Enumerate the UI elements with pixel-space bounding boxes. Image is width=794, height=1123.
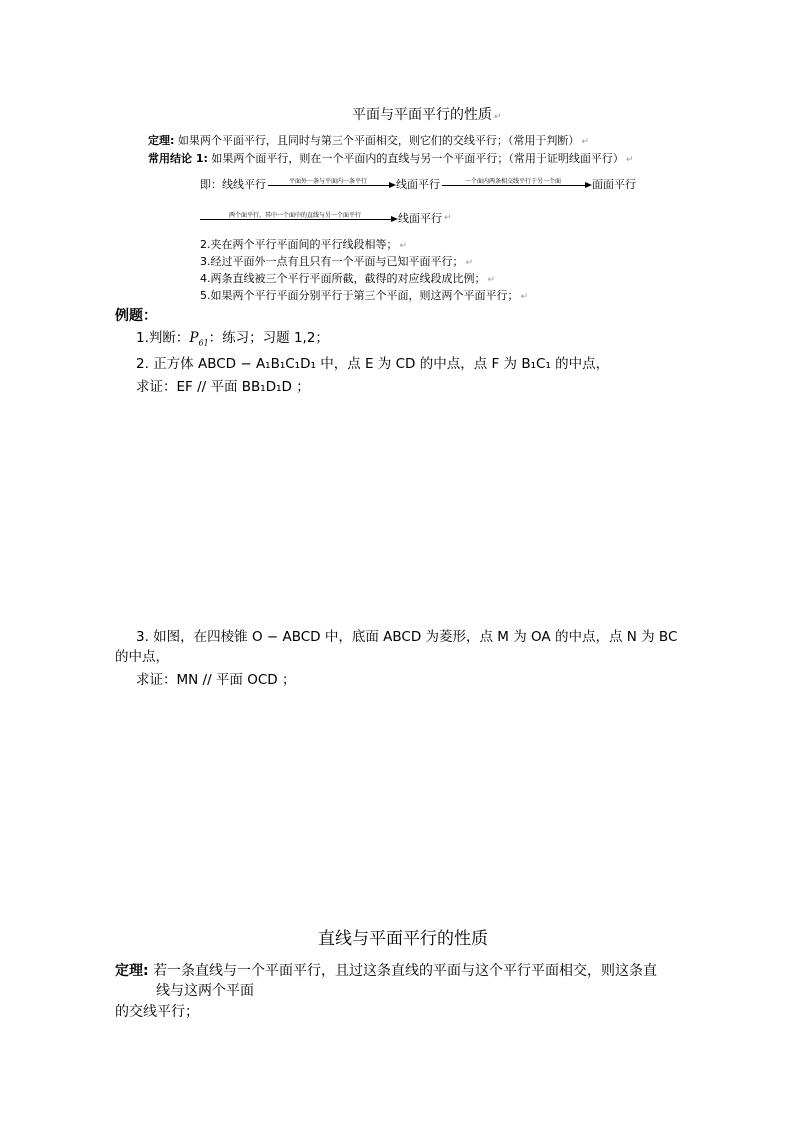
- paragraph-mark: ↵: [625, 155, 634, 165]
- arrow-head-icon: [391, 216, 398, 222]
- arrow-head-icon: [389, 182, 396, 188]
- flow1-prefix: 即：线线平行: [200, 178, 266, 191]
- examples-heading: 例题：: [115, 308, 157, 324]
- example-2: 2. 正方体 ABCD − A₁B₁C₁D₁ 中，点 E 为 CD 的中点，点 F 为 B₁C₁ 的中点，: [136, 356, 610, 372]
- section1-title: [352, 104, 502, 124]
- flow2-end: 线面平行: [398, 212, 442, 225]
- arrow-head-icon: [585, 182, 592, 188]
- property-item-2: [200, 236, 407, 252]
- example-2-prove: 求证：EF // 平面 BB₁D₁D ；: [136, 379, 310, 395]
- arrow1-label: 平面外一条与平面内一条平行: [288, 178, 367, 185]
- paragraph-mark: ↵: [465, 258, 474, 268]
- implication-arrow-2: [442, 178, 592, 190]
- paragraph-mark: ↵: [444, 213, 452, 223]
- example-3-prove: 求证：MN // 平面 OCD ；: [136, 672, 296, 688]
- implication-arrow-3: [200, 212, 398, 224]
- example-1: [136, 326, 329, 348]
- flow1-mid: 线面平行: [396, 178, 440, 191]
- property-text: 4.两条直线被三个平行平面所截，截得的对应线段成比例；: [200, 272, 486, 285]
- section2-theorem-text: 若一条直线与一个平面平行，且过这条直线的平面与这个平行平面相交，则这条直: [153, 963, 658, 979]
- property-item-4: [200, 270, 495, 286]
- page-ref: P: [189, 330, 199, 346]
- property-text: 3.经过平面外一点有且只有一个平面与已知平面平行；: [200, 255, 464, 268]
- implication-flow-1: [200, 176, 636, 192]
- arrow3-label: 两个面平行，其中一个面中的直线与另一个面平行: [228, 212, 361, 219]
- theorem-text: 如果两个平面平行，且同时与第三个平面相交，则它们的交线平行；（常用于判断）: [177, 134, 580, 147]
- property-text: 2.夹在两个平行平面间的平行线段相等；: [200, 238, 398, 251]
- section2-theorem-end: 的交线平行；: [115, 1004, 199, 1020]
- paragraph-mark: ↵: [520, 292, 529, 302]
- section1-title-text: 平面与平面平行的性质: [352, 107, 492, 123]
- section2-theorem-cont: 线与这两个平面: [156, 983, 254, 999]
- theorem-label: 定理:: [148, 134, 175, 147]
- section2-theorem: [115, 960, 657, 980]
- example1-prefix: 1.判断：: [136, 330, 190, 346]
- example-3-cont: 的中点，: [115, 649, 169, 665]
- example1-suffix: ：练习；习题 1,2；: [208, 330, 329, 346]
- arrow-line: [268, 185, 390, 186]
- theorem-line: [148, 132, 589, 148]
- arrow-line: [442, 185, 586, 186]
- paragraph-mark: ↵: [487, 275, 496, 285]
- implication-arrow-1: [268, 178, 396, 190]
- conclusion-label: 常用结论 1:: [148, 152, 208, 165]
- paragraph-mark: ↵: [494, 112, 502, 122]
- arrow2-label: 一个面内两条相交线平行于另一个面: [464, 178, 561, 185]
- conclusion-text: 如果两个面平行，则在一个平面内的直线与另一个平面平行；（常用于证明线面平行）: [211, 152, 624, 165]
- paragraph-mark: ↵: [581, 137, 589, 147]
- paragraph-mark: ↵: [399, 241, 408, 251]
- implication-flow-2: [200, 210, 452, 226]
- section2-title: 直线与平面平行的性质: [318, 929, 488, 949]
- arrow-line: [200, 219, 392, 220]
- flow1-end: 面面平行: [592, 178, 636, 191]
- section2-theorem-label: 定理:: [115, 963, 149, 979]
- conclusion-line: [148, 150, 633, 166]
- page-ref-sub: 61: [198, 338, 209, 348]
- example-3: 3. 如图，在四棱锥 O − ABCD 中，底面 ABCD 为菱形，点 M 为 OA 的中点，点 N 为 BC: [136, 629, 678, 645]
- property-text: 5.如果两个平行平面分别平行于第三个平面，则这两个平面平行；: [200, 289, 519, 302]
- property-item-3: [200, 253, 473, 269]
- property-item-5: [200, 287, 528, 303]
